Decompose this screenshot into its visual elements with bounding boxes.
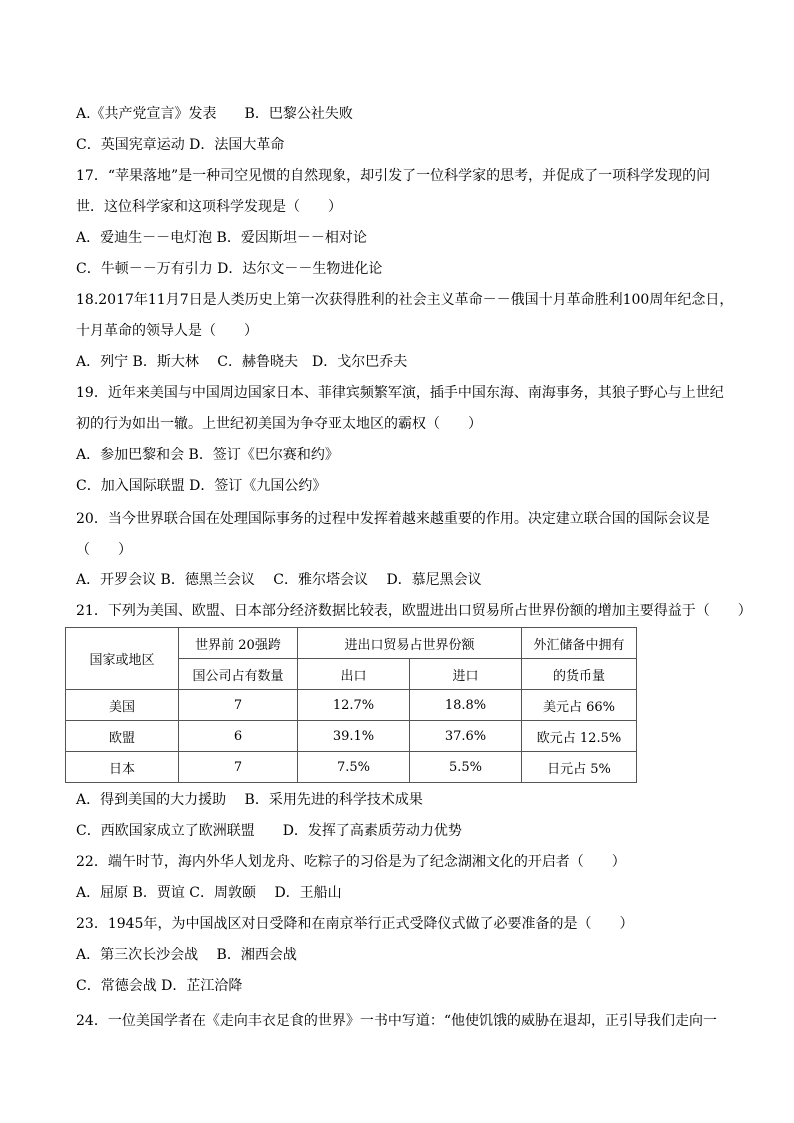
cell-reserve: 美元占 66% — [522, 690, 637, 721]
question-21: 21．下列为美国、欧盟、日本部分经济数据比较表，欧盟进出口贸易所占世界份额的增加主要得益于（ ） — [76, 603, 752, 619]
cell-region: 欧盟 — [66, 721, 179, 752]
option-line: A．第三次长沙会战 B．湘西会战 — [76, 947, 297, 963]
table-row — [66, 690, 637, 721]
table-row — [66, 721, 637, 752]
option-line: A．参加巴黎和会 B．签订《巴尔赛和约》 — [76, 447, 339, 463]
question-22: 22．端午时节，海内外华人划龙舟、吃粽子的习俗是为了纪念湖湘文化的开启者（ ） — [76, 854, 626, 870]
option-line: C．加入国际联盟 D．签订《九国公约》 — [76, 478, 327, 494]
cell-reserve: 日元占 5% — [522, 752, 637, 783]
cell-export: 7.5% — [298, 752, 410, 783]
question-line: （ ） — [76, 542, 132, 558]
header-firms-1: 世界前 20强跨 — [179, 628, 298, 659]
cell-firms: 7 — [179, 690, 298, 721]
question-line: 十月革命的领导人是（ ） — [76, 323, 258, 339]
header-firms-2: 国公司占有数量 — [179, 659, 298, 690]
option-line: A．得到美国的大力援助 B．采用先进的科学技术成果 — [76, 792, 423, 808]
option-line: A．开罗会议 B．德黑兰会议 C．雅尔塔会议 D．慕尼黑会议 — [76, 572, 482, 588]
option-line: A．屈原 B．贾谊 C．周敦颐 D．王船山 — [76, 885, 342, 901]
question-23: 23．1945年，为中国战区对日受降和在南京举行正式受降仪式做了必要准备的是（ ） — [76, 916, 634, 932]
option-line: C．西欧国家成立了欧洲联盟 D．发挥了高素质劳动力优势 — [76, 823, 462, 839]
option-line: A．爱迪生－－电灯泡 B．爱因斯坦－－相对论 — [76, 230, 367, 246]
question-24: 24．一位美国学者在《走向丰衣足食的世界》一书中写道：“他使饥饿的威胁在退却，正引导我们走向一 — [76, 1013, 717, 1029]
economic-data-table — [65, 627, 637, 783]
question-19: 19．近年来美国与中国周边国家日本、菲律宾频繁军演，插手中国东海、南海事务，其狼子野心与上世纪 — [76, 385, 724, 401]
question-18: 18.2017年11月7日是人类历史上第一次获得胜利的社会主义革命－－俄国十月革命胜利100周年纪念日， — [76, 292, 734, 308]
question-line: 世．这位科学家和这项科学发现是（ ） — [76, 199, 342, 215]
cell-region: 美国 — [66, 690, 179, 721]
header-region: 国家或地区 — [66, 628, 179, 690]
cell-export: 12.7% — [298, 690, 410, 721]
header-reserve-1: 外汇储备中拥有 — [522, 628, 637, 659]
header-import: 进口 — [410, 659, 522, 690]
question-line: 初的行为如出一辙。上世纪初美国为争夺亚太地区的霸权（ ） — [76, 416, 482, 432]
header-export: 出口 — [298, 659, 410, 690]
option-line: C．常德会战 D．芷江洽降 — [76, 978, 243, 994]
cell-import: 5.5% — [410, 752, 522, 783]
cell-export: 39.1% — [298, 721, 410, 752]
question-20: 20．当今世界联合国在处理国际事务的过程中发挥着越来越重要的作用。决定建立联合国的国际会议是 — [76, 511, 710, 527]
header-trade: 进出口贸易占世界份额 — [298, 628, 522, 659]
option-line: A．列宁 B．斯大林 C．赫鲁晓夫 D．戈尔巴乔夫 — [76, 354, 408, 370]
cell-firms: 6 — [179, 721, 298, 752]
option-line: C．英国宪章运动 D．法国大革命 — [76, 137, 285, 153]
header-reserve-2: 的货币量 — [522, 659, 637, 690]
cell-import: 37.6% — [410, 721, 522, 752]
option-line: C．牛顿－－万有引力 D．达尔文－－生物进化论 — [76, 261, 383, 277]
cell-import: 18.8% — [410, 690, 522, 721]
cell-region: 日本 — [66, 752, 179, 783]
option-line: A.《共产党宣言》发表 B．巴黎公社失败 — [76, 106, 353, 122]
cell-firms: 7 — [179, 752, 298, 783]
question-17: 17．“苹果落地”是一种司空见惯的自然现象，却引发了一位科学家的思考，并促成了一项科学发现的问 — [76, 168, 711, 184]
cell-reserve: 欧元占 12.5% — [522, 721, 637, 752]
table-row — [66, 752, 637, 783]
